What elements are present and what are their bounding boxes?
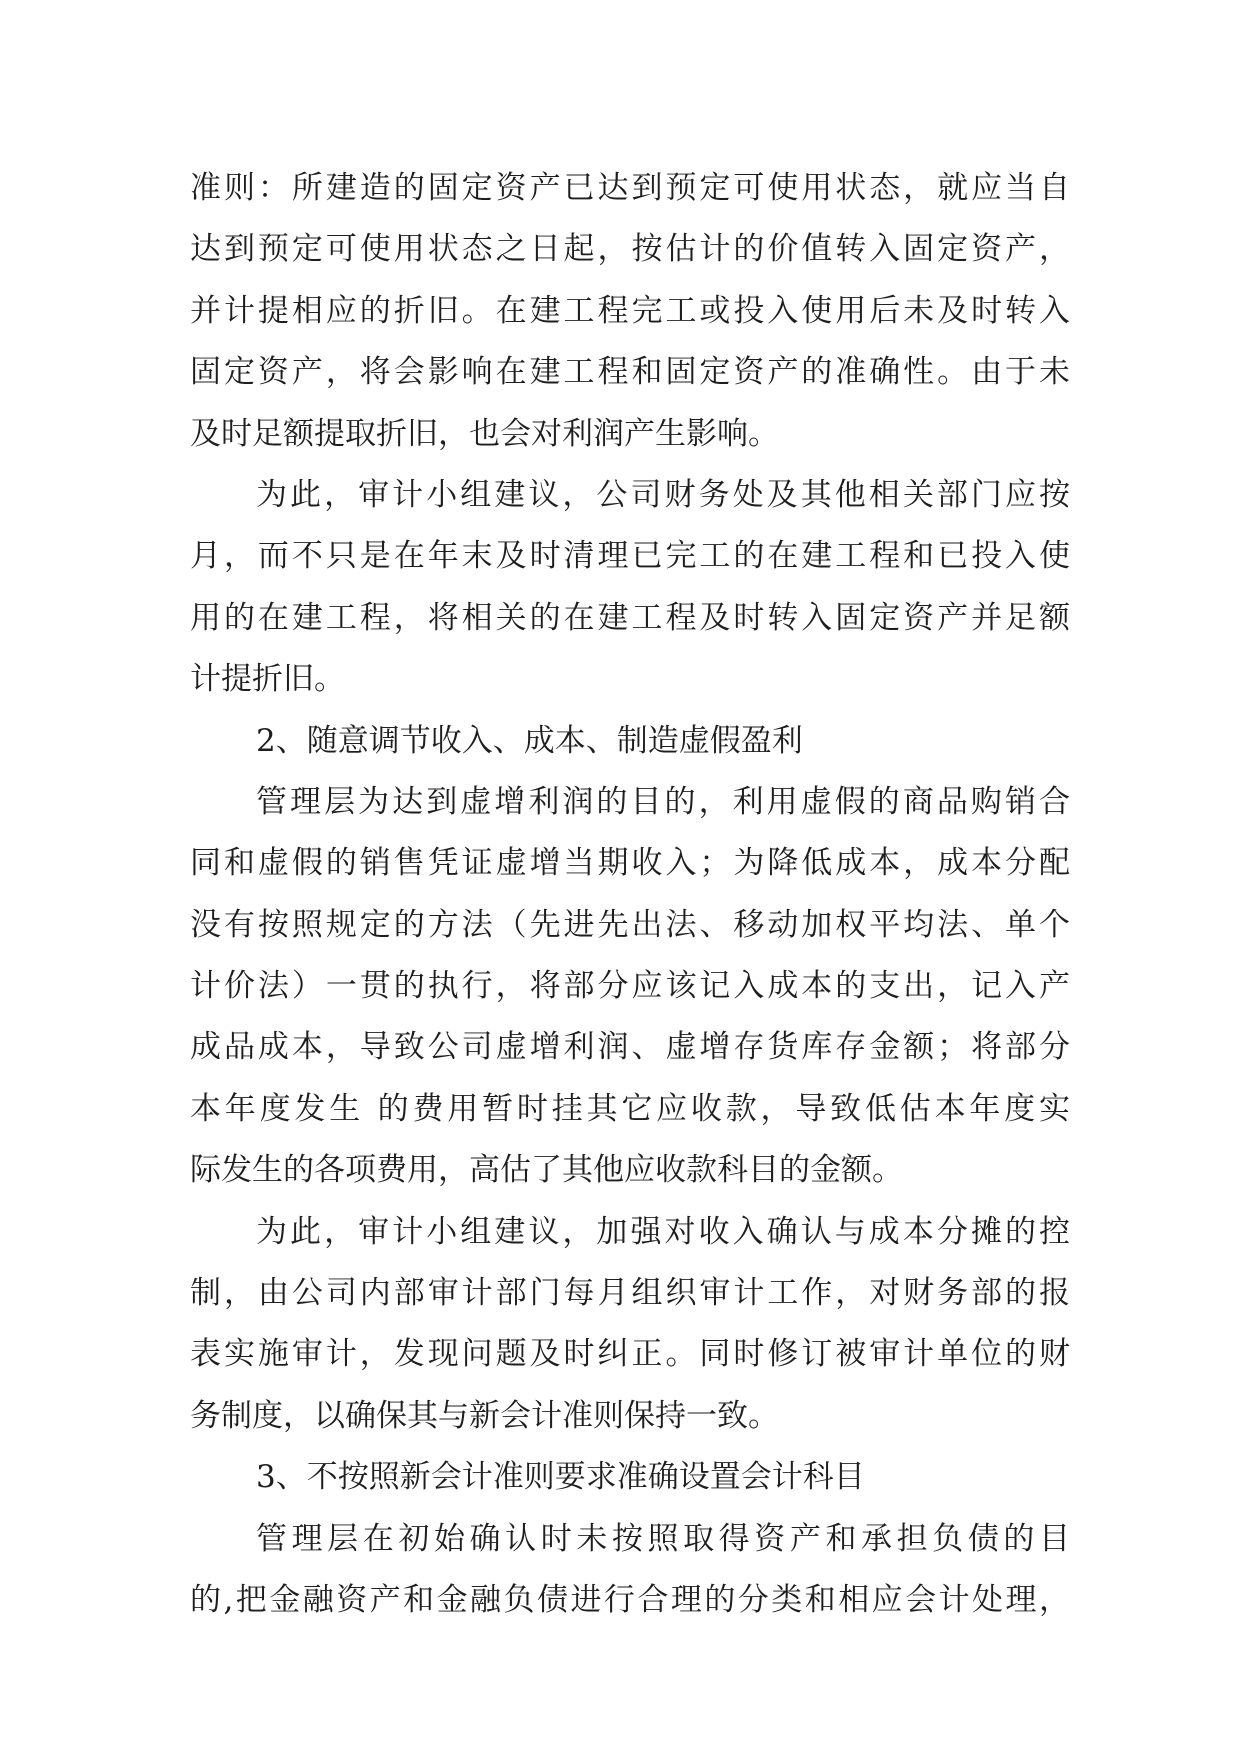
text-line: 没有按照规定的方法（先进先出法、移动加权平均法、单个: [190, 906, 1070, 943]
text-line: 达到预定可使用状态之日起，按估计的价值转入固定资产，: [190, 231, 1070, 268]
text-line: 制，由公司内部审计部门每月组织审计工作，对财务部的报: [190, 1275, 1070, 1312]
text-line: 月，而不只是在年末及时清理已完工的在建工程和已投入使: [190, 538, 1070, 575]
text-line: 为此，审计小组建议，加强对收入确认与成本分摊的控: [256, 1213, 1070, 1250]
text-line: 并计提相应的折旧。在建工程完工或投入使用后未及时转入: [190, 292, 1070, 329]
text-line: 成品成本，导致公司虚增利润、虚增存货库存金额；将部分: [190, 1029, 1070, 1066]
text-line: 准则：所建造的固定资产已达到预定可使用状态，就应当自: [190, 170, 1070, 206]
text-line: 管理层为达到虚增利润的目的，利用虚假的商品购销合: [256, 783, 1070, 820]
text-line: 管理层在初始确认时未按照取得资产和承担负债的目: [256, 1520, 1070, 1557]
text-line: 为此，审计小组建议，公司财务处及其他相关部门应按: [256, 476, 1070, 513]
text-line: 本年度发生 的费用暂时挂其它应收款，导致低估本年度实: [190, 1090, 1070, 1127]
text-line: 固定资产，将会影响在建工程和固定资产的准确性。由于未: [190, 354, 1070, 391]
text-line: 3、不按照新会计准则要求准确设置会计科目: [256, 1459, 865, 1496]
body-text: [190, 158, 1070, 1631]
text-line: 际发生的各项费用，高估了其他应收款科目的金额。: [190, 1152, 903, 1189]
text-line: 同和虚假的销售凭证虚增当期收入；为降低成本，成本分配: [190, 845, 1070, 882]
text-line: 计提折旧。: [190, 661, 345, 698]
text-line: 2、随意调节收入、成本、制造虚假盈利: [256, 722, 803, 759]
text-line: 及时足额提取折旧，也会对利润产生影响。: [190, 415, 779, 452]
text-line: 用的在建工程，将相关的在建工程及时转入固定资产并足额: [190, 599, 1070, 636]
text-line: 务制度，以确保其与新会计准则保持一致。: [190, 1397, 779, 1434]
text-line: 表实施审计，发现问题及时纠正。同时修订被审计单位的财: [190, 1336, 1070, 1373]
text-line: 的,把金融资产和金融负债进行合理的分类和相应会计处理，: [190, 1581, 1070, 1618]
text-line: 计价法）一贯的执行，将部分应该记入成本的支出，记入产: [190, 968, 1070, 1005]
